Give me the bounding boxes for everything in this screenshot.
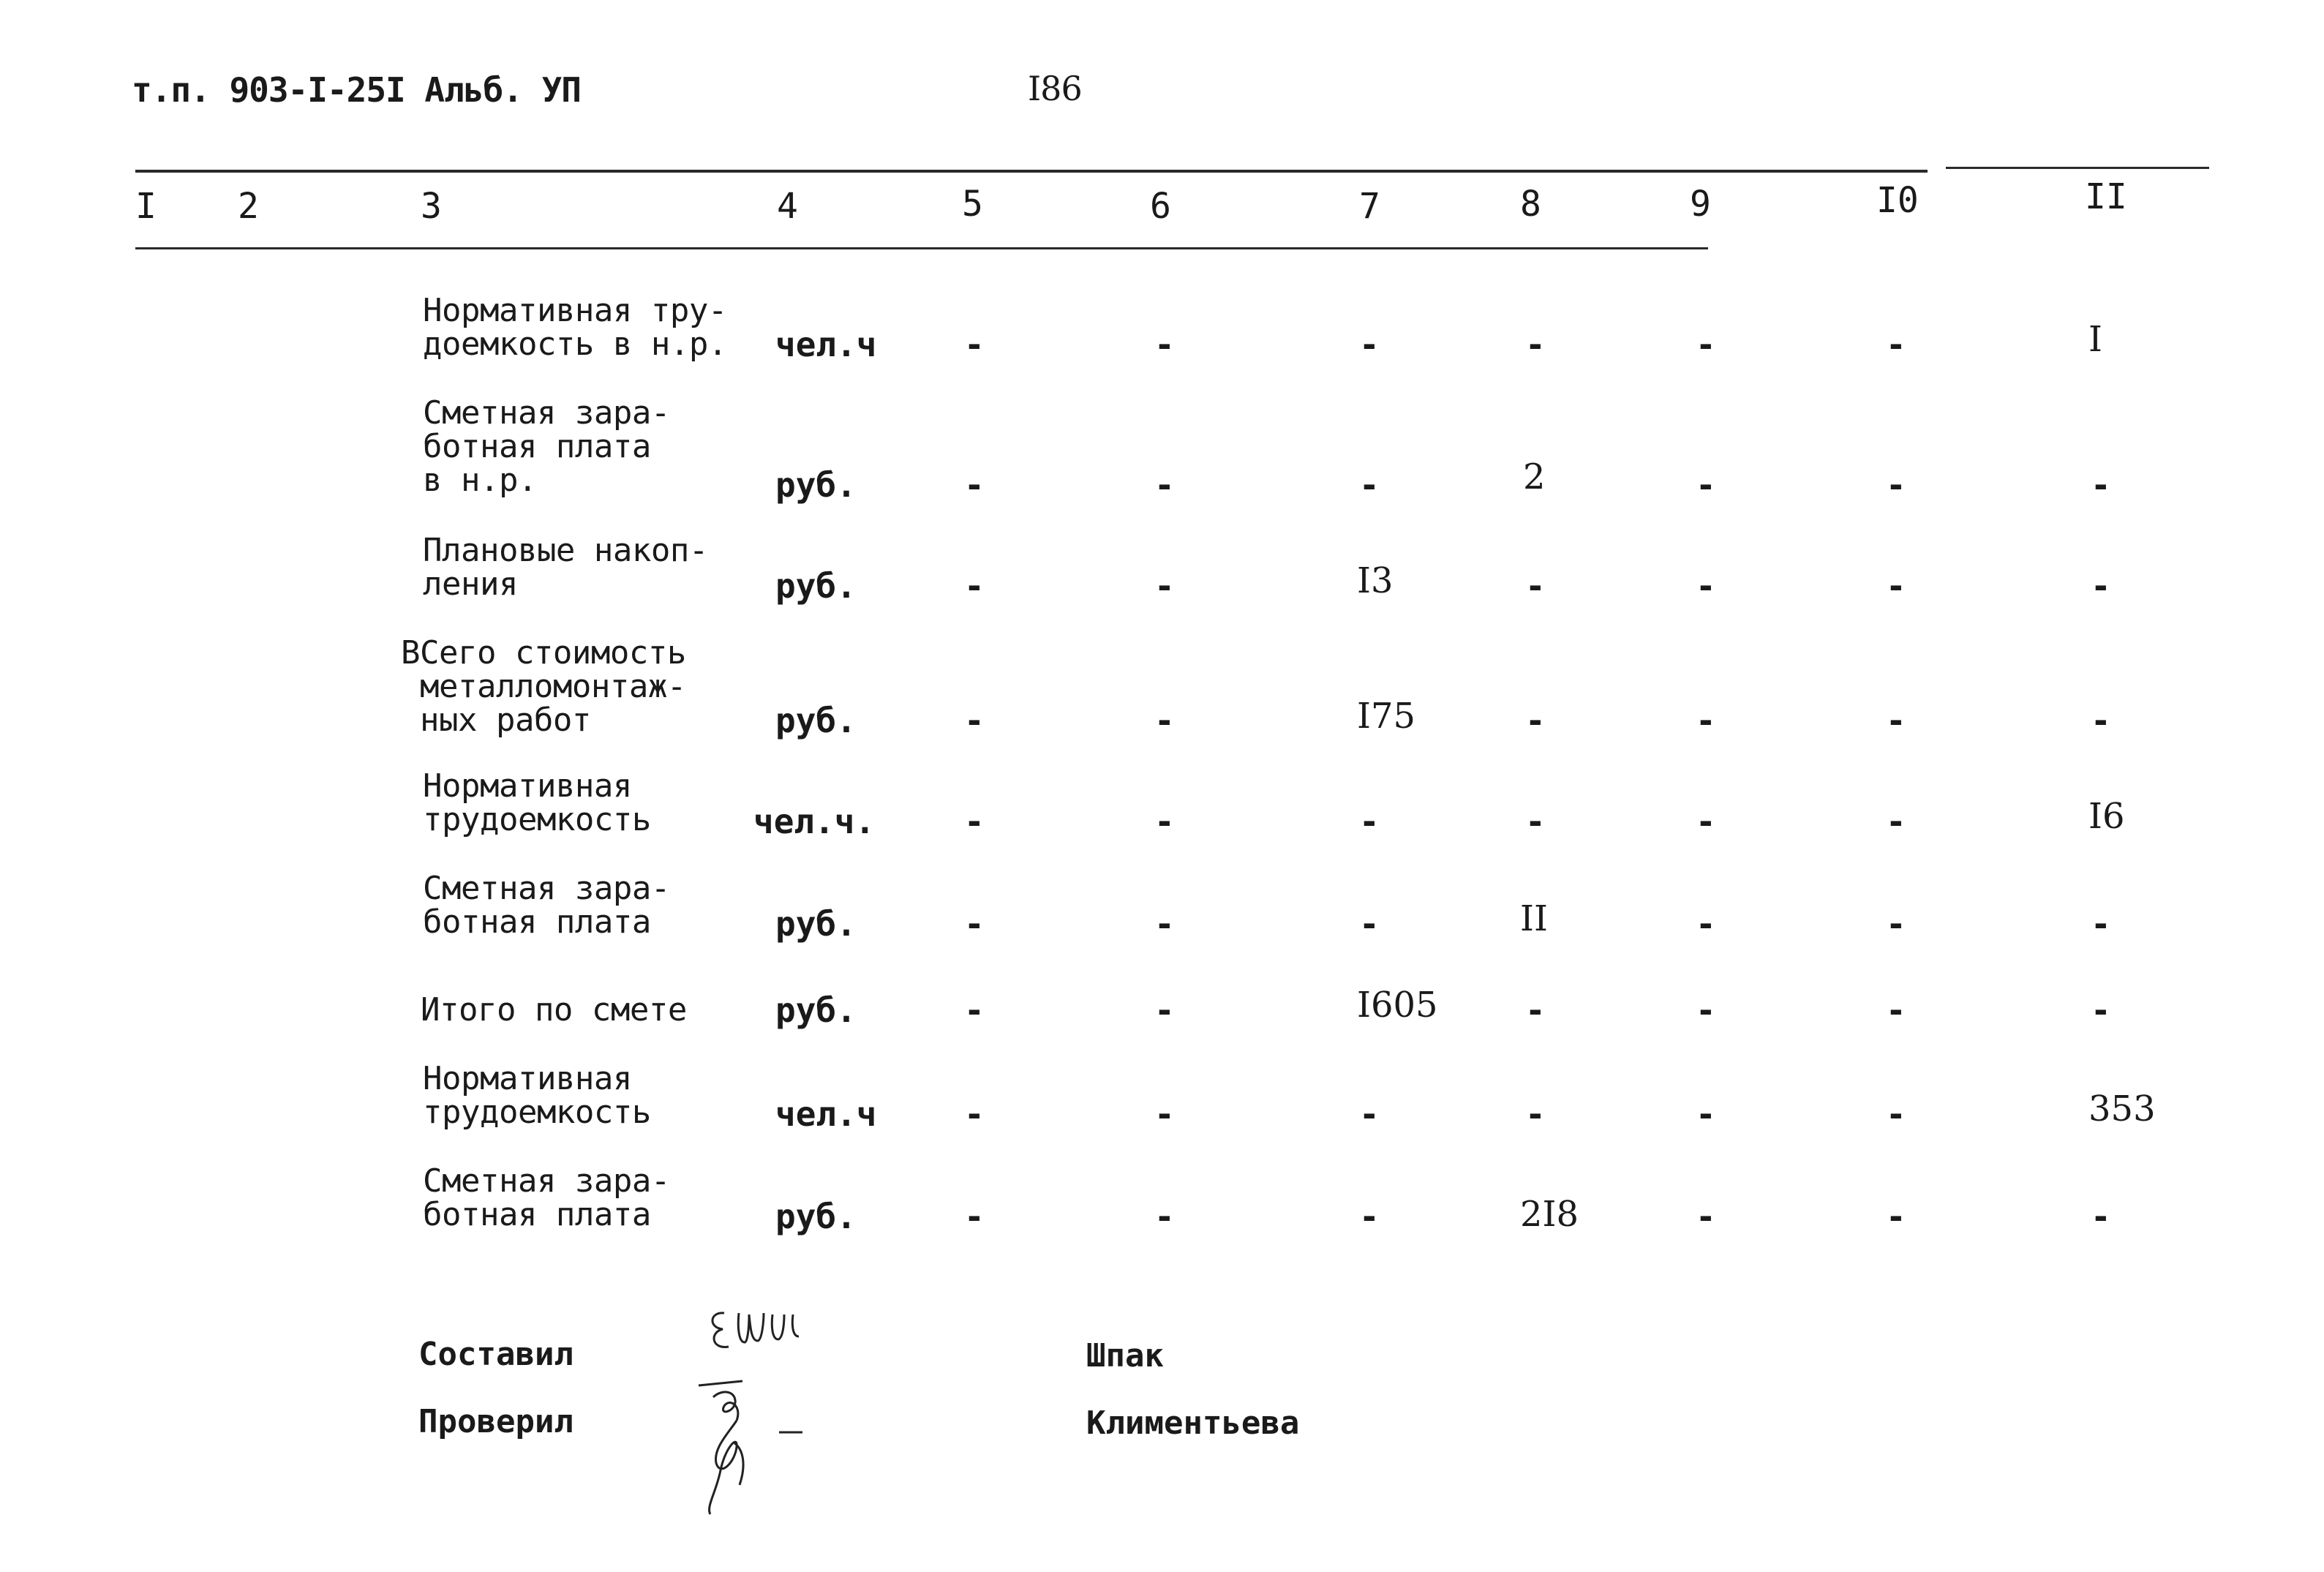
cell-col9: - <box>1696 1094 1716 1134</box>
cell-col10: - <box>1886 701 1906 740</box>
row-unit: руб. <box>775 904 857 944</box>
cell-col8: - <box>1525 802 1546 841</box>
row-label: Сметная зара- ботная плата <box>423 1162 670 1233</box>
row-unit: чел.ч <box>775 1094 877 1134</box>
cell-col6: - <box>1154 904 1175 944</box>
cell-col11: - <box>2091 701 2111 740</box>
cell-col6: - <box>1154 1197 1175 1236</box>
cell-col8: - <box>1525 701 1546 740</box>
row-label: Сметная зара- ботная плата в н.р. <box>423 394 670 499</box>
row-label: Нормативная тру- доемкость в н.р. <box>423 292 727 363</box>
cell-col7: - <box>1359 325 1380 364</box>
cell-col5: - <box>964 904 985 944</box>
row-unit: руб. <box>775 1197 857 1236</box>
cell-col7: I75 <box>1357 696 1416 737</box>
cell-col11: - <box>2091 990 2111 1030</box>
column-number: 3 <box>421 186 442 227</box>
row-unit: чел.ч <box>775 325 877 364</box>
column-number: 2 <box>238 186 259 227</box>
cell-col10: - <box>1886 990 1906 1030</box>
column-number: I0 <box>1876 180 1919 221</box>
cell-col10: - <box>1886 1094 1906 1134</box>
document-code: т.п. 903-I-25I Альб. УП <box>132 70 581 110</box>
row-unit: руб. <box>775 701 857 740</box>
cell-col11: I6 <box>2088 796 2125 837</box>
cell-col5: - <box>964 325 985 364</box>
cell-col10: - <box>1886 904 1906 944</box>
row-label: Нормативная трудоемкость <box>423 1060 651 1131</box>
cell-col5: - <box>964 1197 985 1236</box>
cell-col6: - <box>1154 701 1175 740</box>
handwritten-signature-composed <box>702 1298 834 1364</box>
cell-col11: I <box>2088 319 2102 360</box>
column-number: 5 <box>962 184 983 225</box>
handwritten-signature-checked <box>691 1375 838 1529</box>
cell-col7: - <box>1359 465 1380 505</box>
checked-name: Климентьева <box>1086 1404 1300 1442</box>
column-number: 7 <box>1359 186 1380 227</box>
column-number: 4 <box>777 186 798 227</box>
cell-col6: - <box>1154 990 1175 1030</box>
cell-col6: - <box>1154 1094 1175 1134</box>
cell-col5: - <box>964 802 985 841</box>
cell-col11: - <box>2091 465 2111 505</box>
column-number: II <box>2085 176 2127 217</box>
cell-col6: - <box>1154 325 1175 364</box>
row-unit: чел.ч. <box>753 802 876 841</box>
cell-col6: - <box>1154 802 1175 841</box>
table-top-rule-right <box>1946 167 2209 169</box>
row-label: Сметная зара- ботная плата <box>423 870 670 941</box>
column-number: 6 <box>1150 186 1171 227</box>
row-unit: руб. <box>775 465 857 505</box>
cell-col8: 2I8 <box>1520 1194 1579 1235</box>
cell-col9: - <box>1696 904 1716 944</box>
page-number: I86 <box>1028 69 1082 108</box>
column-header-rule <box>135 247 1708 249</box>
column-number: I <box>135 186 157 227</box>
cell-col8: - <box>1525 325 1546 364</box>
cell-col7: - <box>1359 904 1380 944</box>
cell-col10: - <box>1886 465 1906 505</box>
row-label: Итого по смете <box>421 991 687 1028</box>
cell-col10: - <box>1886 802 1906 841</box>
row-label: Нормативная трудоемкость <box>423 767 651 838</box>
cell-col7: I605 <box>1357 985 1438 1026</box>
cell-col7: I3 <box>1357 560 1394 601</box>
cell-col11: - <box>2091 1197 2111 1236</box>
cell-col5: - <box>964 990 985 1030</box>
cell-col5: - <box>964 566 985 606</box>
cell-col6: - <box>1154 465 1175 505</box>
cell-col11: 353 <box>2088 1088 2156 1129</box>
row-label: Плановые накоп- ления <box>423 532 708 603</box>
cell-col9: - <box>1696 566 1716 606</box>
cell-col10: - <box>1886 1197 1906 1236</box>
cell-col10: - <box>1886 325 1906 364</box>
table-top-rule <box>135 170 1928 173</box>
row-label: ВСего стоимость металломонтаж- ных работ <box>401 634 686 739</box>
cell-col9: - <box>1696 701 1716 740</box>
column-number: 8 <box>1520 184 1541 225</box>
cell-col9: - <box>1696 465 1716 505</box>
cell-col8: - <box>1525 1094 1546 1134</box>
cell-col7: - <box>1359 1197 1380 1236</box>
cell-col8: 2 <box>1523 456 1546 497</box>
cell-col7: - <box>1359 1094 1380 1134</box>
cell-col8: - <box>1525 566 1546 606</box>
column-number: 9 <box>1690 184 1711 225</box>
cell-col10: - <box>1886 566 1906 606</box>
cell-col5: - <box>964 701 985 740</box>
checked-label: Проверил <box>418 1403 574 1440</box>
cell-col7: - <box>1359 802 1380 841</box>
cell-col9: - <box>1696 802 1716 841</box>
cell-col9: - <box>1696 325 1716 364</box>
composed-label: Составил <box>418 1336 574 1373</box>
cell-col9: - <box>1696 990 1716 1030</box>
row-unit: руб. <box>775 566 857 606</box>
cell-col8: - <box>1525 990 1546 1030</box>
composed-name: Шпак <box>1086 1337 1164 1374</box>
cell-col9: - <box>1696 1197 1716 1236</box>
cell-col5: - <box>964 1094 985 1134</box>
cell-col8: II <box>1520 898 1548 939</box>
row-unit: руб. <box>775 990 857 1030</box>
cell-col6: - <box>1154 566 1175 606</box>
cell-col11: - <box>2091 566 2111 606</box>
cell-col11: - <box>2091 904 2111 944</box>
cell-col5: - <box>964 465 985 505</box>
